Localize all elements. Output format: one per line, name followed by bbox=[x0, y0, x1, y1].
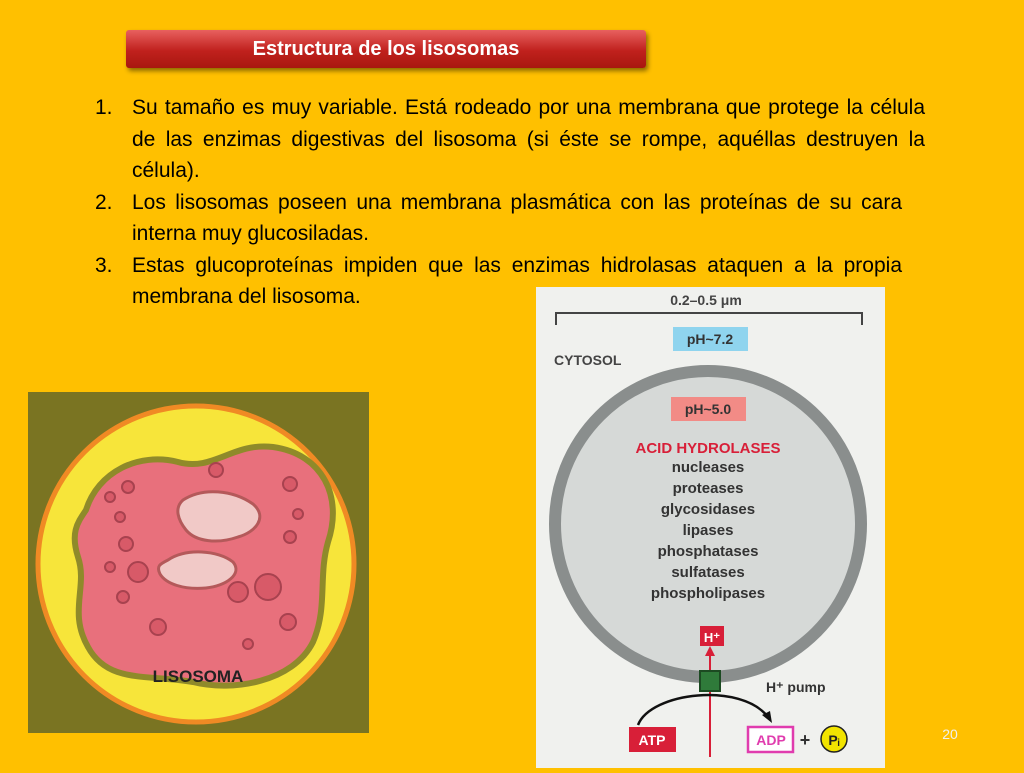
list-item-number: 3. bbox=[95, 253, 113, 277]
size-label: 0.2–0.5 μm bbox=[670, 292, 742, 308]
lysosome-illustration bbox=[28, 392, 369, 733]
enzyme-item: phosphatases bbox=[657, 543, 759, 560]
pi-label: Pᵢ bbox=[828, 732, 840, 748]
enzyme-item: glycosidases bbox=[660, 501, 756, 518]
slide-title: Estructura de los lisosomas bbox=[126, 30, 646, 68]
list-item-text: Su tamaño es muy variable. Está rodeado por una membrana que protege la célula de las enzimas digestivas del lisosoma (si éste se rompe, aquéllas destruyen la célula). bbox=[132, 96, 925, 182]
ph-outside-label: pH~7.2 bbox=[686, 331, 734, 347]
adp-label: ADP bbox=[756, 732, 786, 748]
ph-inside-label: pH~5.0 bbox=[684, 401, 732, 417]
proton-label: H⁺ bbox=[703, 630, 721, 645]
enzyme-item: lipases bbox=[682, 522, 734, 539]
plus-sign: + bbox=[799, 730, 811, 750]
vesicle-shape bbox=[178, 492, 260, 541]
list-item bbox=[95, 187, 902, 250]
enzyme-item: nucleases bbox=[671, 459, 745, 476]
list-item-text: Los lisosomas poseen una membrana plasmática con las proteínas de su cara interna muy glucosiladas. bbox=[132, 190, 902, 245]
atp-label: ATP bbox=[638, 732, 666, 748]
lysosome-drawing bbox=[28, 392, 369, 733]
pump-box bbox=[700, 671, 720, 691]
enzyme-item: proteases bbox=[672, 480, 744, 497]
vesicle-shape bbox=[158, 552, 236, 588]
pump-label: H⁺ pump bbox=[766, 679, 826, 695]
acid-hydrolases-diagram bbox=[536, 287, 885, 768]
hydrolase-drawing bbox=[536, 287, 885, 768]
list-item-number: 2. bbox=[95, 190, 113, 214]
cytosol-label: CYTOSOL bbox=[554, 352, 622, 368]
list-item bbox=[95, 92, 925, 187]
list-item-text: Estas glucoproteínas impiden que las enzimas hidrolasas ataquen a la propia membrana del lisosoma. bbox=[132, 253, 902, 308]
enzyme-item: phospholipases bbox=[650, 585, 766, 602]
enzymes-title: ACID HYDROLASES bbox=[635, 440, 781, 457]
lysosome-label: LISOSOMA bbox=[152, 667, 244, 686]
page-number: 20 bbox=[942, 726, 958, 742]
numbered-list bbox=[95, 92, 925, 313]
list-item-number: 1. bbox=[95, 96, 113, 119]
enzyme-item: sulfatases bbox=[671, 564, 745, 581]
